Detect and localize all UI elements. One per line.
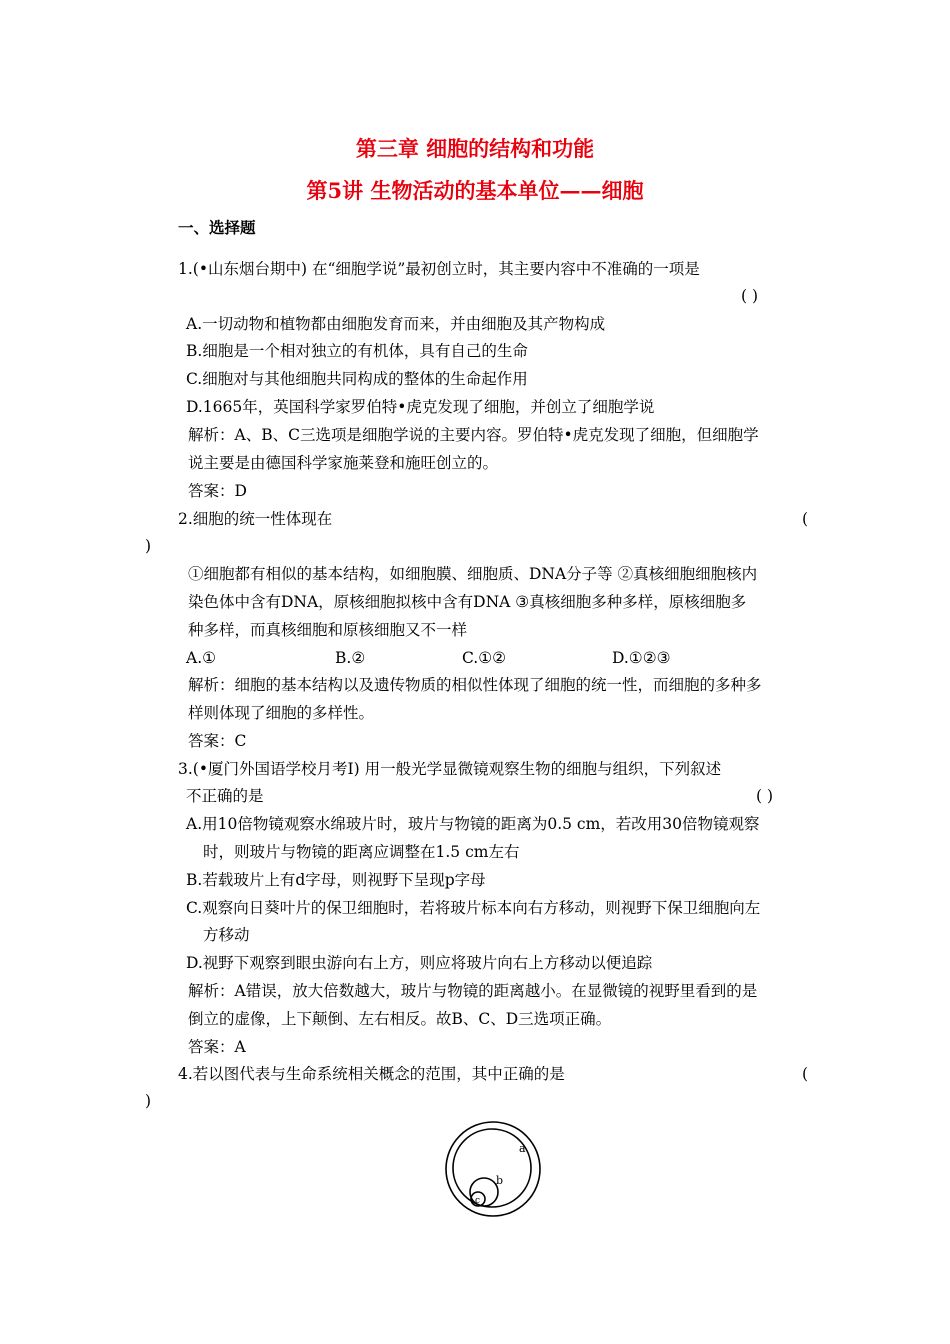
answer: 答案：D	[188, 482, 247, 500]
label-b: b	[496, 1174, 504, 1187]
answer: 答案：A	[188, 1038, 246, 1056]
label-a: a	[519, 1142, 526, 1155]
answer-paren-open: (	[802, 510, 809, 528]
question-stem: 2.细胞的统一性体现在	[178, 510, 333, 528]
answer-parentheses: ( )	[741, 287, 759, 305]
answer: 答案：C	[188, 732, 247, 750]
statement-line-2: 染色体中含有DNA，原核细胞拟核中含有DNA ③真核细胞多种多样，原核细胞多	[188, 593, 747, 611]
option-a-line-2: 时，则玻片与物镜的距离应调整在1.5 cm左右	[203, 843, 520, 861]
option-b: B.细胞是一个相对独立的有机体，具有自己的生命	[186, 342, 528, 360]
answer-paren-close: )	[145, 1092, 152, 1110]
option-c-line-1: C.观察向日葵叶片的保卫细胞时，若将玻片标本向右方移动，则视野下保卫细胞向左	[186, 899, 761, 917]
option-c: C.细胞对与其他细胞共同构成的整体的生命起作用	[186, 370, 528, 388]
answer-paren-open: (	[802, 1065, 809, 1083]
title-lecture: 第5讲 生物活动的基本单位——细胞	[306, 178, 644, 203]
option-b: B.②	[335, 649, 366, 667]
question-stem: 4.若以图代表与生命系统相关概念的范围，其中正确的是	[178, 1065, 565, 1083]
question-stem-line-1: 3.(•厦门外国语学校月考Ⅰ) 用一般光学显微镜观察生物的细胞与组织，下列叙述	[178, 760, 722, 778]
question-stem-line-2: 不正确的是	[186, 787, 264, 805]
middle-circle	[453, 1129, 531, 1207]
option-d: D.1665年，英国科学家罗伯特•虎克发现了细胞，并创立了细胞学说	[186, 398, 655, 416]
option-a: A.①	[186, 649, 217, 667]
statement-line-3: 种多样，而真核细胞和原核细胞又不一样	[188, 621, 468, 639]
answer-paren-close: )	[145, 537, 152, 555]
answer-parentheses: ( )	[756, 787, 774, 805]
analysis-line-2: 说主要是由德国科学家施莱登和施旺创立的。	[188, 454, 499, 472]
option-a-line-1: A.用10倍物镜观察水绵玻片时，玻片与物镜的距离为0.5 cm，若改用30倍物镜观察	[186, 815, 760, 833]
option-d: D.①②③	[612, 649, 671, 667]
option-b: B.若载玻片上有d字母，则视野下呈现p字母	[186, 871, 486, 889]
option-c: C.①②	[462, 649, 507, 667]
analysis-line-2: 样则体现了细胞的多样性。	[188, 704, 375, 722]
option-d: D.视野下观察到眼虫游向右上方，则应将玻片向右上方移动以便追踪	[186, 954, 653, 972]
option-c-line-2: 方移动	[203, 926, 250, 944]
statement-line-1: ①细胞都有相似的基本结构，如细胞膜、细胞质、DNA分子等 ②真核细胞细胞核内	[188, 565, 758, 583]
analysis-line-1: 解析：A、B、C三选项是细胞学说的主要内容。罗伯特•虎克发现了细胞，但细胞学	[188, 426, 759, 444]
option-a: A.一切动物和植物都由细胞发育而来，并由细胞及其产物构成	[186, 315, 606, 333]
question-stem: 1.(•山东烟台期中) 在“细胞学说”最初创立时，其主要内容中不准确的一项是	[178, 260, 700, 278]
analysis-line-1: 解析：A错误，放大倍数越大，玻片与物镜的距离越小。在显微镜的视野里看到的是	[188, 982, 758, 1000]
section-heading: 一、选择题	[178, 218, 256, 237]
concept-circles-figure	[440, 1118, 550, 1218]
analysis-line-2: 倒立的虚像，上下颠倒、左右相反。故B、C、D三选项正确。	[188, 1010, 612, 1028]
analysis-line-1: 解析：细胞的基本结构以及遗传物质的相似性体现了细胞的统一性，而细胞的多种多	[188, 676, 762, 694]
label-c: c	[475, 1196, 481, 1206]
title-chapter: 第三章 细胞的结构和功能	[355, 136, 595, 161]
